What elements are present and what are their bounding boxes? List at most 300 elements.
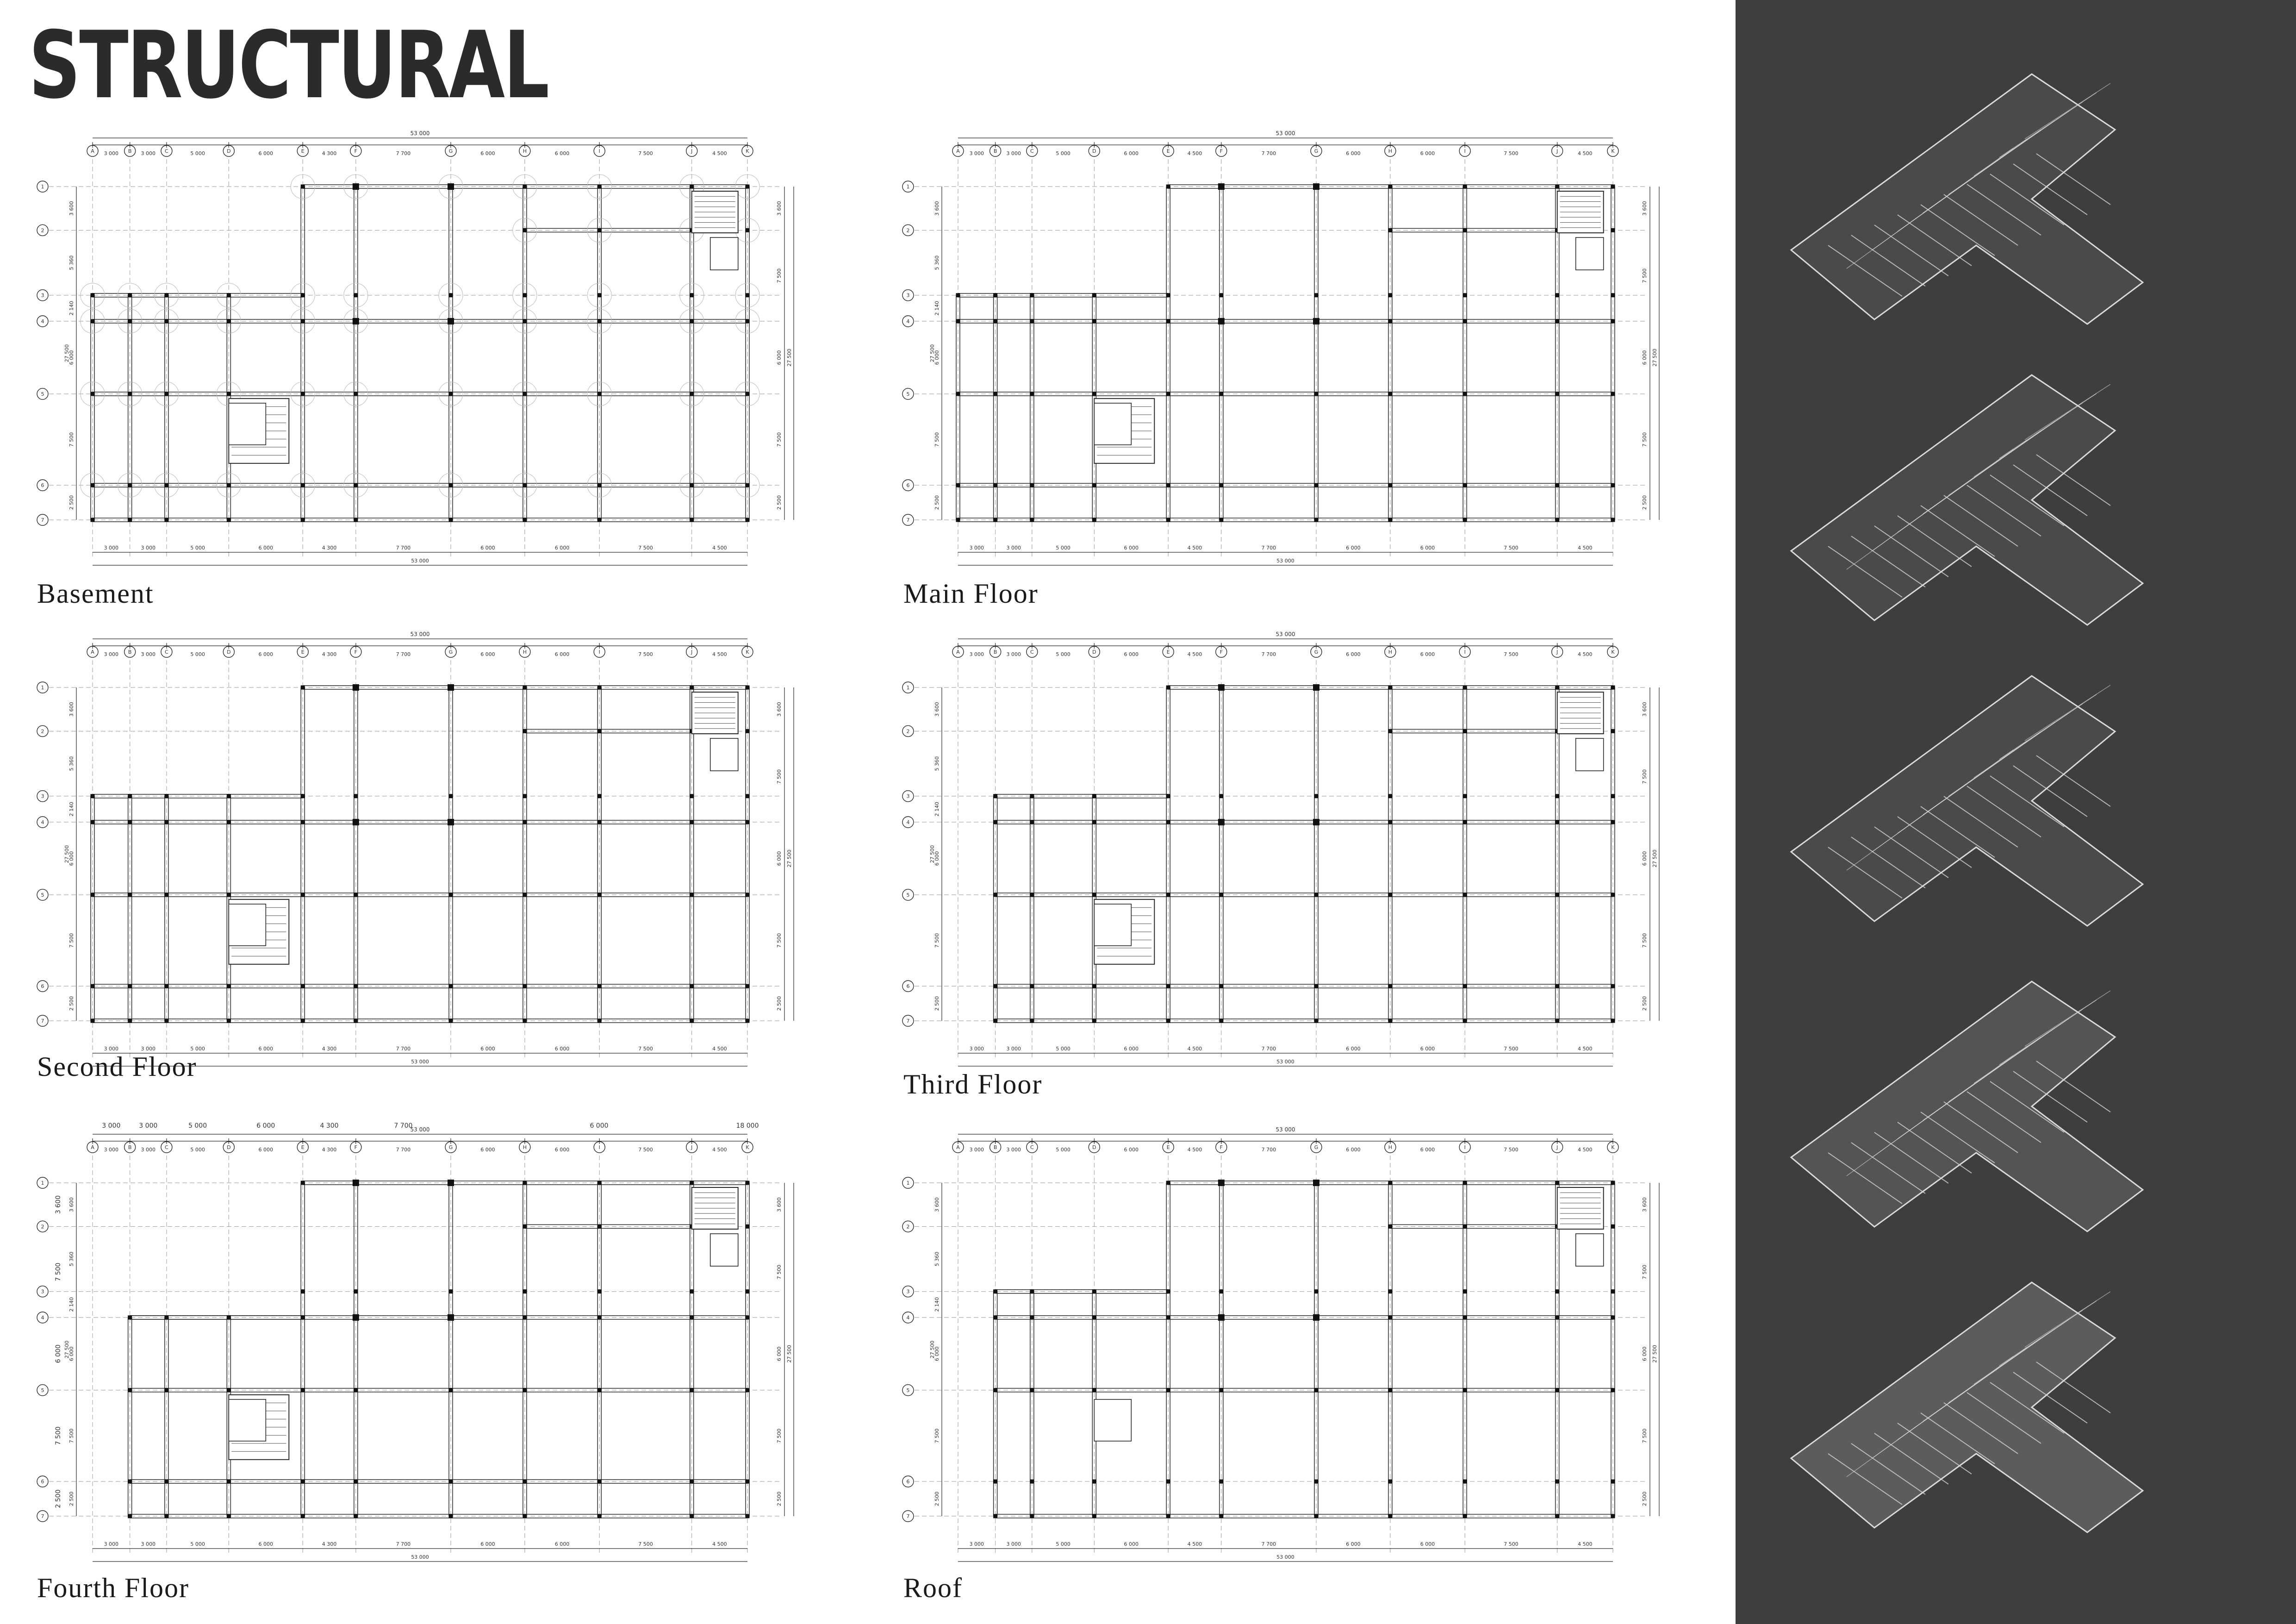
grid-bubble-label: D	[227, 148, 231, 154]
dimension-label: 6 000	[1420, 1147, 1435, 1153]
axon-slab	[1791, 981, 2143, 1231]
column	[746, 686, 750, 690]
column	[354, 1480, 358, 1484]
dimension-total: 53 000	[1276, 130, 1295, 137]
column	[1611, 820, 1615, 824]
floor-plan	[898, 1120, 1722, 1574]
dimension-label: 2 500	[776, 996, 782, 1011]
column	[354, 1388, 358, 1392]
column	[1463, 1388, 1467, 1392]
dimension-label: 7 500	[638, 1147, 653, 1153]
dimension-label: 6 000	[68, 350, 75, 365]
axon-layer-second	[1791, 676, 2143, 926]
column	[1611, 984, 1615, 988]
column	[1314, 293, 1319, 297]
column	[354, 483, 358, 487]
axonometric-panel	[1736, 0, 2296, 1624]
grid-bubble-label: 3	[41, 793, 44, 800]
dimension-label: 4 300	[322, 545, 337, 551]
column	[1388, 820, 1392, 824]
column	[1388, 1480, 1392, 1484]
column	[1219, 1019, 1223, 1023]
dimension-total: 27 500	[64, 845, 70, 863]
dimension-label: 6 000	[1346, 1147, 1361, 1153]
column	[1611, 686, 1615, 690]
grid-bubble-label: A	[956, 148, 960, 154]
grid-bubble-label: 3	[41, 292, 44, 299]
dimension-label: 4 500	[712, 651, 727, 657]
dimension-label: 4 500	[712, 1147, 727, 1153]
grid-bubble-label: E	[1166, 649, 1170, 655]
column	[1092, 1315, 1096, 1319]
grid-bubble-label: 5	[41, 892, 44, 898]
column	[1218, 819, 1225, 825]
column	[1092, 293, 1096, 297]
dimension-label: 5 000	[190, 150, 205, 156]
column	[1463, 1224, 1467, 1229]
column	[1030, 1388, 1034, 1392]
column	[1030, 518, 1034, 522]
column	[597, 1388, 602, 1392]
column	[353, 819, 359, 825]
column	[597, 319, 602, 323]
dimension-label: 7 500	[638, 545, 653, 551]
column	[597, 893, 602, 897]
column	[448, 318, 454, 325]
column	[1030, 1289, 1034, 1293]
column	[1463, 1514, 1467, 1518]
column	[1463, 686, 1467, 690]
column	[128, 293, 132, 297]
column	[301, 1019, 305, 1023]
dimension-label: 7 500	[68, 432, 75, 447]
column	[690, 686, 694, 690]
grid-bubble-label: 7	[906, 1018, 910, 1024]
grid-bubble-label: A	[91, 148, 94, 154]
column	[1555, 518, 1559, 522]
dimension-label: 2 500	[55, 1489, 62, 1508]
grid-bubble-label: A	[956, 649, 960, 655]
dimension-label: 3 000	[969, 545, 984, 551]
lift-core-north	[1576, 738, 1604, 771]
grid-bubble-label: I	[598, 148, 600, 154]
plan-caption: Fourth Floor	[37, 1573, 190, 1603]
column	[1388, 1388, 1392, 1392]
dimension-label: 6 000	[934, 350, 940, 365]
column	[448, 684, 454, 691]
grid-bubble-label: 7	[906, 517, 910, 523]
column	[1219, 794, 1223, 798]
grid-bubble-label: K	[746, 649, 749, 655]
dimension-label: 6 000	[258, 1541, 274, 1547]
grid-bubble-label: I	[598, 649, 600, 655]
dimension-label: 7 700	[1261, 651, 1276, 657]
axon-layer-main	[1791, 981, 2143, 1231]
column	[128, 1388, 132, 1392]
plan-second-floor	[32, 625, 856, 1079]
dimension-label: 4 500	[1187, 150, 1202, 156]
dimension-label: 7 500	[1504, 545, 1518, 551]
column	[1388, 185, 1392, 189]
dimension-label: 6 000	[776, 851, 782, 866]
column	[746, 1388, 750, 1392]
column	[1219, 483, 1223, 487]
dimension-label: 2 500	[68, 495, 75, 510]
column	[746, 729, 750, 733]
dimension-label: 3 000	[969, 651, 984, 657]
column	[1555, 293, 1559, 297]
dimension-label: 5 360	[68, 1251, 75, 1267]
dimension-label: 3 000	[104, 1147, 119, 1153]
dimension-label: 3 000	[141, 150, 156, 156]
column	[227, 392, 231, 396]
grid-bubble-label: 4	[41, 1314, 44, 1321]
column	[449, 392, 453, 396]
column	[597, 1019, 602, 1023]
column	[1463, 228, 1467, 232]
column	[301, 794, 305, 798]
column	[523, 518, 527, 522]
column	[164, 1480, 168, 1484]
dimension-label: 4 300	[322, 1046, 337, 1052]
dimension-label: 7 500	[1642, 1264, 1648, 1280]
grid-bubble-label: 6	[41, 1479, 44, 1485]
column	[449, 1019, 453, 1023]
column	[301, 1315, 305, 1319]
column	[1388, 392, 1392, 396]
column	[301, 1480, 305, 1484]
column	[1463, 893, 1467, 897]
column	[1611, 228, 1615, 232]
plan-caption: Main Floor	[903, 578, 1039, 609]
grid-bubble-label: 4	[906, 318, 910, 325]
grid-bubble-label: F	[354, 1144, 357, 1150]
grid-bubble-label: E	[301, 1144, 305, 1150]
column	[1463, 1181, 1467, 1185]
dimension-label: 7 500	[638, 150, 653, 156]
dimension-label: 6 000	[1420, 1046, 1435, 1052]
dimension-label: 3 600	[68, 201, 75, 216]
column	[597, 392, 602, 396]
column	[1611, 1514, 1615, 1518]
column	[956, 319, 960, 323]
column	[1555, 984, 1559, 988]
column	[353, 318, 359, 325]
column	[1092, 1514, 1096, 1518]
column	[354, 518, 358, 522]
column	[1166, 984, 1170, 988]
column	[164, 1388, 168, 1392]
column	[523, 1019, 527, 1023]
column	[1166, 1289, 1170, 1293]
column	[1166, 518, 1170, 522]
column	[1092, 1019, 1096, 1023]
dimension-label: 4 500	[1187, 545, 1202, 551]
dimension-label: 6 000	[1124, 1046, 1139, 1052]
column	[523, 1514, 527, 1518]
column	[1030, 392, 1034, 396]
column	[993, 1289, 997, 1293]
dimension-label: 3 600	[776, 201, 782, 216]
grid-bubble-label: 5	[906, 892, 910, 898]
dimension-label: 7 500	[638, 651, 653, 657]
column	[354, 893, 358, 897]
grid-bubble-label: C	[165, 148, 168, 154]
dimension-label: 6 000	[1346, 651, 1361, 657]
dimension-label: 3 000	[969, 1046, 984, 1052]
column	[1555, 1480, 1559, 1484]
dimension-label: 6 000	[1124, 1541, 1139, 1547]
column	[1030, 820, 1034, 824]
column	[746, 392, 750, 396]
column	[1314, 984, 1319, 988]
column	[746, 820, 750, 824]
column	[1388, 293, 1392, 297]
grid-bubble-label: 4	[906, 819, 910, 825]
dimension-label: 3 000	[1006, 150, 1021, 156]
column	[91, 1019, 95, 1023]
dimension-label: 6 000	[590, 1122, 609, 1130]
column	[690, 1315, 694, 1319]
column	[1166, 293, 1170, 297]
column	[746, 483, 750, 487]
column	[690, 185, 694, 189]
column	[1555, 1181, 1559, 1185]
column	[1314, 1514, 1319, 1518]
column	[523, 794, 527, 798]
grid-bubble-label: 1	[906, 184, 910, 190]
grid-bubble-label: A	[956, 1144, 960, 1150]
dimension-total: 27 500	[64, 1340, 70, 1359]
dimension-label: 7 500	[68, 933, 75, 948]
column	[993, 1388, 997, 1392]
column	[523, 893, 527, 897]
dimension-total: 53 000	[410, 1126, 430, 1133]
column	[301, 893, 305, 897]
column	[1166, 820, 1170, 824]
column	[227, 1480, 231, 1484]
grid-bubble-label: H	[1388, 649, 1393, 655]
column	[354, 984, 358, 988]
grid-bubble-label: 2	[906, 227, 910, 234]
dimension-label: 3 000	[141, 1046, 156, 1052]
grid-bubble-label: 1	[41, 685, 44, 691]
column	[353, 183, 359, 190]
dimension-label: 6 000	[1420, 651, 1435, 657]
lift-core-south	[229, 403, 266, 445]
column	[1463, 1315, 1467, 1319]
column	[91, 293, 95, 297]
grid-bubble-label: 6	[41, 983, 44, 990]
dimension-label: 6 000	[554, 150, 570, 156]
dimension-label: 4 500	[1578, 1046, 1593, 1052]
dimension-label: 3 000	[1006, 1147, 1021, 1153]
grid-bubble-label: D	[1092, 649, 1096, 655]
axon-slab	[1791, 375, 2143, 625]
grid-bubble-label: B	[993, 1144, 997, 1150]
dimension-total: 53 000	[1276, 1126, 1295, 1133]
dimension-label: 3 000	[104, 1046, 119, 1052]
column	[993, 392, 997, 396]
floor-plan	[32, 625, 856, 1079]
axon-layer-basement	[1791, 1282, 2143, 1532]
column	[1555, 483, 1559, 487]
column	[523, 984, 527, 988]
column	[1463, 185, 1467, 189]
column	[523, 483, 527, 487]
column	[227, 984, 231, 988]
column	[1166, 1388, 1170, 1392]
dimension-total: 53 000	[1276, 1059, 1294, 1065]
column	[164, 1514, 168, 1518]
column	[227, 483, 231, 487]
column	[1166, 1315, 1170, 1319]
column	[1166, 483, 1170, 487]
column	[449, 1388, 453, 1392]
dimension-label: 3 000	[969, 150, 984, 156]
column	[1463, 1019, 1467, 1023]
column	[523, 1480, 527, 1484]
grid-bubble-label: A	[91, 649, 94, 655]
dimension-label: 2 140	[934, 802, 940, 817]
column	[164, 518, 168, 522]
dimension-label: 6 000	[1124, 150, 1139, 156]
grid-bubble-label: C	[165, 649, 168, 655]
column	[523, 1224, 527, 1229]
column	[1166, 1514, 1170, 1518]
column	[1314, 1019, 1319, 1023]
grid-bubble-label: 2	[906, 728, 910, 735]
column	[523, 1388, 527, 1392]
dimension-label: 6 000	[55, 1344, 62, 1363]
column	[523, 686, 527, 690]
dimension-label: 5 000	[190, 545, 205, 551]
grid-bubble-label: B	[128, 1144, 132, 1150]
plan-third-floor	[898, 625, 1722, 1079]
column	[1611, 893, 1615, 897]
dimension-label: 3 000	[141, 545, 156, 551]
dimension-label: 3 600	[776, 1197, 782, 1212]
column	[1219, 293, 1223, 297]
column	[1555, 319, 1559, 323]
grid-bubble-label: 7	[906, 1513, 910, 1519]
column	[449, 483, 453, 487]
column	[301, 319, 305, 323]
column	[746, 1224, 750, 1229]
dimension-label: 3 000	[141, 1147, 156, 1153]
column	[1313, 1180, 1319, 1186]
dimension-label: 7 500	[1642, 268, 1648, 283]
column	[1555, 392, 1559, 396]
column	[301, 185, 305, 189]
column	[1388, 1019, 1392, 1023]
column	[1555, 686, 1559, 690]
column	[1030, 1315, 1034, 1319]
column	[1219, 893, 1223, 897]
column	[1166, 1181, 1170, 1185]
dimension-label: 7 700	[396, 545, 411, 551]
column	[1092, 1480, 1096, 1484]
dimension-label: 7 500	[934, 933, 940, 948]
plan-fourth-floor	[32, 1120, 856, 1574]
lift-core-south	[229, 1399, 266, 1441]
column	[354, 1019, 358, 1023]
grid-bubble-label: K	[746, 148, 749, 154]
dimension-label: 6 000	[256, 1122, 275, 1130]
dimension-label: 7 500	[1504, 1541, 1518, 1547]
column	[1463, 1480, 1467, 1484]
column	[993, 820, 997, 824]
plan-caption: Basement	[37, 578, 154, 609]
column	[91, 518, 95, 522]
column	[690, 1289, 694, 1293]
column	[1555, 1514, 1559, 1518]
grid-bubble-label: B	[128, 148, 132, 154]
column	[1611, 319, 1615, 323]
dimension-label: 7 500	[1504, 651, 1518, 657]
grid-bubble-label: 7	[41, 1018, 44, 1024]
column	[1166, 893, 1170, 897]
column	[128, 984, 132, 988]
column	[690, 794, 694, 798]
dimension-label: 4 500	[712, 150, 727, 156]
column	[1314, 794, 1319, 798]
column	[449, 893, 453, 897]
dimension-label: 6 000	[480, 545, 495, 551]
column	[1030, 794, 1034, 798]
column	[746, 1289, 750, 1293]
column	[1463, 518, 1467, 522]
dimension-label: 7 500	[934, 1428, 940, 1443]
column	[227, 293, 231, 297]
page-title: STRUCTURAL	[29, 12, 548, 119]
column	[1611, 794, 1615, 798]
grid-bubble-label: H	[523, 148, 527, 154]
column	[956, 518, 960, 522]
floor-plan	[898, 124, 1722, 578]
grid-bubble-label: H	[523, 1144, 527, 1150]
grid-bubble-label: G	[1314, 148, 1319, 154]
dimension-label: 7 500	[1504, 1046, 1518, 1052]
axon-layer-fourth	[1791, 74, 2143, 324]
dimension-label: 3 000	[969, 1147, 984, 1153]
column	[354, 794, 358, 798]
column	[1555, 185, 1559, 189]
dimension-label: 7 700	[1261, 1147, 1276, 1153]
column	[449, 518, 453, 522]
axon-layer-third	[1791, 375, 2143, 625]
dimension-label: 7 500	[776, 769, 782, 784]
dimension-label: 2 140	[934, 301, 940, 316]
column	[1218, 684, 1225, 691]
column	[227, 1388, 231, 1392]
grid-bubble-label: A	[91, 1144, 94, 1150]
dimension-label: 5 360	[68, 255, 75, 270]
dimension-label: 7 700	[396, 1046, 411, 1052]
dimension-label: 3 600	[1642, 201, 1648, 216]
column	[1611, 483, 1615, 487]
grid-bubble-label: J	[1556, 1144, 1558, 1150]
column	[227, 1315, 231, 1319]
column	[1314, 1388, 1319, 1392]
lift-core-north	[1576, 237, 1604, 270]
column	[1166, 319, 1170, 323]
column	[1314, 1289, 1319, 1293]
dimension-label: 6 000	[1642, 350, 1648, 365]
column	[128, 1019, 132, 1023]
grid-bubble-label: J	[1556, 649, 1558, 655]
plan-caption: Roof	[903, 1573, 963, 1603]
